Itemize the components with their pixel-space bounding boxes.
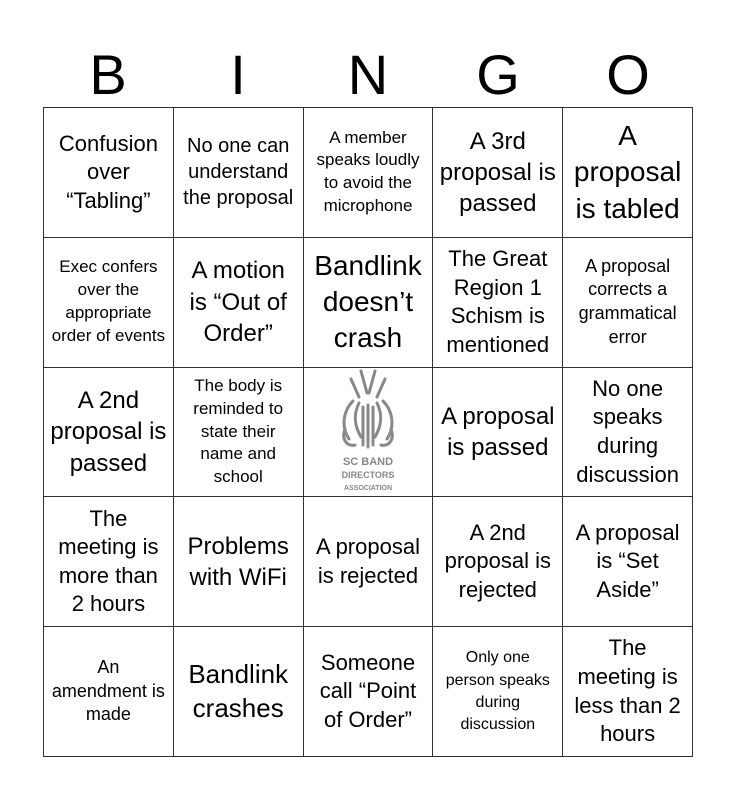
bingo-cell[interactable] [174, 627, 304, 757]
cell-text: A proposal is passed [441, 402, 555, 461]
free-space-cell[interactable] [304, 368, 434, 498]
cell-text: A 3rd proposal is passed [439, 127, 556, 217]
bingo-card-grid [43, 107, 693, 757]
bingo-cell[interactable] [433, 108, 563, 238]
cell-text: Only one person speaks during discussion [445, 649, 550, 733]
bingo-cell[interactable] [304, 108, 434, 238]
bingo-cell[interactable] [433, 497, 563, 627]
cell-text: No one can understand the proposal [183, 135, 294, 210]
cell-text: Exec confers over the appropriate order of events [51, 257, 166, 346]
cell-text: A 2nd proposal is rejected [444, 519, 551, 603]
bingo-header [43, 44, 693, 106]
cell-text: An amendment is made [51, 656, 165, 725]
cell-text: Bandlink doesn’t crash [314, 249, 422, 354]
cell-text: A proposal corrects a grammatical error [578, 255, 677, 347]
logo-text-line1: SC BAND [342, 456, 394, 468]
cell-text: The Great Region 1 Schism is mentioned [446, 246, 550, 357]
bingo-cell[interactable] [44, 108, 174, 238]
bingo-cell[interactable] [563, 627, 693, 757]
cell-text: The meeting is more than 2 hours [58, 505, 159, 617]
bingo-cell[interactable] [304, 497, 434, 627]
cell-text: No one speaks during discussion [576, 375, 679, 487]
cell-text: The body is reminded to state their name and school [193, 375, 284, 487]
header-letter-b: B [89, 43, 127, 106]
cell-text: A proposal is “Set Aside” [575, 519, 680, 603]
cell-text: A 2nd proposal is passed [50, 387, 167, 477]
header-letter-g: G [476, 43, 520, 106]
cell-text: Bandlink crashes [188, 658, 289, 723]
header-letter-o: O [606, 43, 650, 106]
bingo-cell[interactable] [563, 368, 693, 498]
cell-text: Someone call “Point of Order” [319, 649, 417, 732]
cell-text: A motion is “Out of Order” [189, 257, 287, 347]
bingo-cell[interactable] [563, 238, 693, 368]
bingo-cell[interactable] [433, 238, 563, 368]
bingo-cell[interactable] [433, 368, 563, 498]
cell-text: A proposal is rejected [316, 534, 420, 588]
cell-text: Problems with WiFi [187, 532, 289, 591]
bingo-cell[interactable] [174, 238, 304, 368]
bingo-cell[interactable] [304, 238, 434, 368]
cell-text: A proposal is tabled [573, 119, 682, 224]
bingo-cell[interactable] [174, 497, 304, 627]
bingo-cell[interactable] [304, 627, 434, 757]
bingo-cell[interactable] [433, 627, 563, 757]
header-letter-i: I [230, 43, 246, 106]
bingo-cell[interactable] [563, 497, 693, 627]
bingo-cell[interactable] [44, 368, 174, 498]
logo-text-line2: DIRECTORS [341, 470, 395, 480]
logo-text-line3: ASSOCIATION [343, 485, 393, 492]
sc-band-directors-logo [323, 368, 413, 497]
cell-text: The meeting is less than 2 hours [574, 635, 681, 747]
bingo-cell[interactable] [174, 368, 304, 498]
bingo-cell[interactable] [44, 627, 174, 757]
bingo-cell[interactable] [174, 108, 304, 238]
header-letter-n: N [347, 43, 389, 106]
bingo-cell[interactable] [563, 108, 693, 238]
cell-text: A member speaks loudly to avoid the microphone [316, 127, 420, 216]
cell-text: Confusion over “Tabling” [58, 130, 158, 213]
bingo-cell[interactable] [44, 238, 174, 368]
bingo-cell[interactable] [44, 497, 174, 627]
